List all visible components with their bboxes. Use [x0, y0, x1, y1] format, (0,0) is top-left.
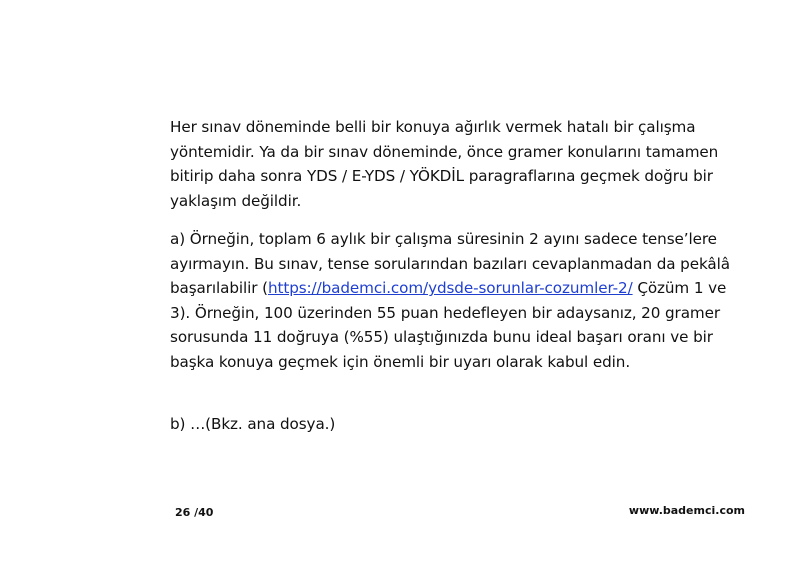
paragraph-a-text-before: a) Örneğin, toplam 6 aylık bir çalışma süresinin 2 ayını sadece tense’lere ayırmayın. Bu sınav, tense sorularından bazıları cevaplanmadan da pekâlâ başarılabilir (	[170, 230, 730, 297]
page-number: 26 /40	[175, 506, 214, 519]
paragraph-intro: Her sınav döneminde belli bir konuya ağırlık vermek hatalı bir çalışma yöntemidir. Ya da bir sınav döneminde, önce gramer konularını tamamen bitirip daha sonra YDS / E-YDS / YÖKDİL paragraflarına geçmek doğru bir yaklaşım değildir.	[170, 118, 719, 210]
page-body	[170, 115, 750, 437]
paragraph-example-b: b) …(Bkz. ana dosya.)	[170, 415, 336, 433]
paragraph-a-text-after: Çözüm 1 ve 3). Örneğin, 100 üzerinden 55 puan hedefleyen bir adaysanız, 20 gramer sorusunda 11 doğruya (%55) ulaştığınızda bunu ideal başarı oranı ve bir başka konuya geçmek için önemli bir uyarı olarak kabul edin.	[170, 279, 727, 371]
paragraph-example-a	[170, 227, 750, 374]
article-link[interactable]: https://bademci.com/ydsde-sorunlar-cozumler-2/	[267, 279, 633, 297]
footer-website: www.bademci.com	[628, 504, 745, 517]
